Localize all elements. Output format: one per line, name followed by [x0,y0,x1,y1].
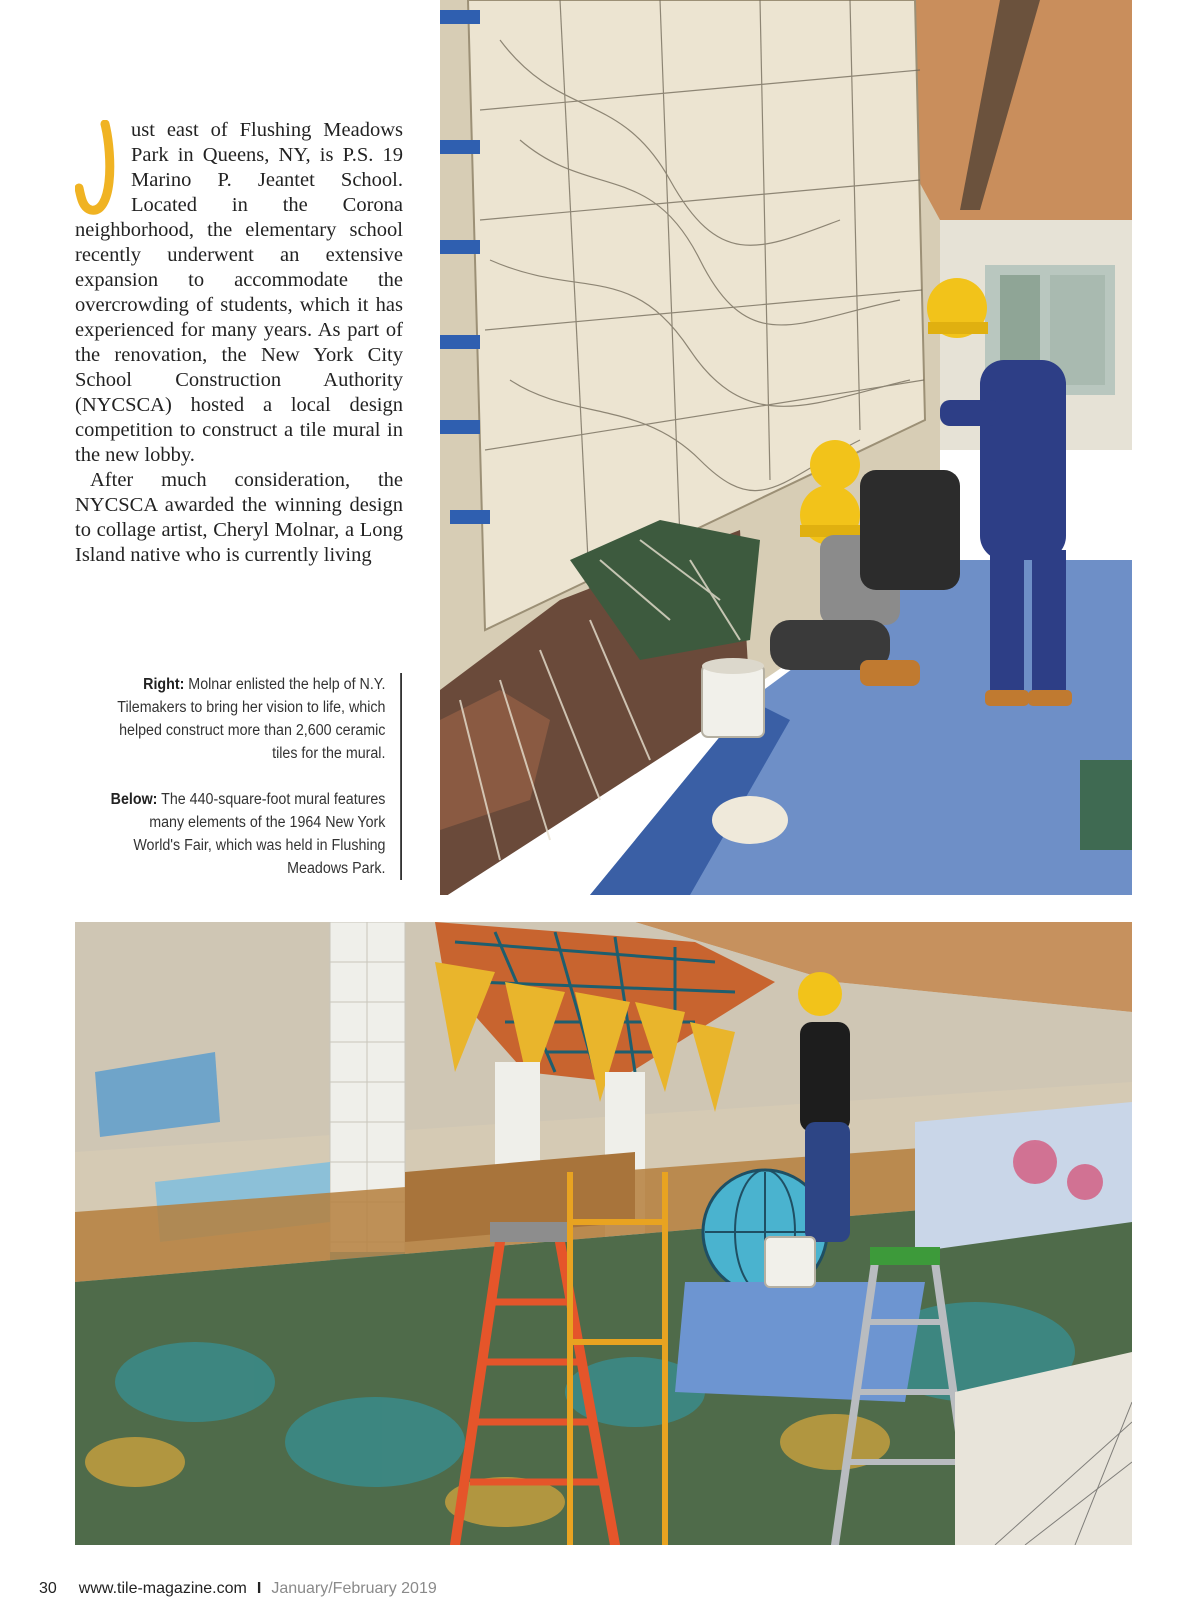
article-paragraph-2: After much consideration, the NYCSCA awarded the winning design to collage artist, Cheryl Molnar, a Long Island native who is currently living [75,469,403,566]
photo-right-illustration [440,0,1132,895]
dropcap-j-graphic [75,120,123,216]
caption-right [101,673,385,765]
caption-right-lead: Right: [143,676,185,693]
caption-below-lead: Below: [110,791,158,808]
page-number: 30 [39,1580,57,1597]
photo-below-illustration [75,922,1132,1545]
photo-captions [101,673,402,880]
caption-below [101,788,385,880]
website-link[interactable]: www.tile-magazine.com [78,1580,247,1597]
dropcap-letter-j [75,120,123,216]
article-paragraph-1-text: ust east of Flushing Meadows Park in Queens, NY, is P.S. 19 Marino P. Jeantet School. Located in the Corona neighborhood, the elementary school recently underwent an extensive expansion to accommodate the overcrowding of students, which it has experienced for many years. As part of the renovation, the New York City School Construction Authority (NYCSCA) hosted a local design competition to construct a tile mural in the new lobby. [75,119,403,466]
caption-below-text: The 440-square-foot mural features many elements of the 1964 New York World's Fair, which was held in Flushing Meadows Park. [133,791,386,877]
page-footer [39,1578,437,1600]
photo-mural-with-ladders [75,922,1132,1545]
caption-right-text: Molnar enlisted the help of N.Y. Tilemakers to bring her vision to life, which helped construct more than 2,600 ceramic tiles for the mural. [117,676,386,762]
issue-date: January/February 2019 [271,1580,437,1597]
article-paragraph-1 [75,118,403,468]
photo-workers-installing-mural [440,0,1132,895]
footer-separator: I [256,1580,262,1597]
article-body [75,118,403,568]
